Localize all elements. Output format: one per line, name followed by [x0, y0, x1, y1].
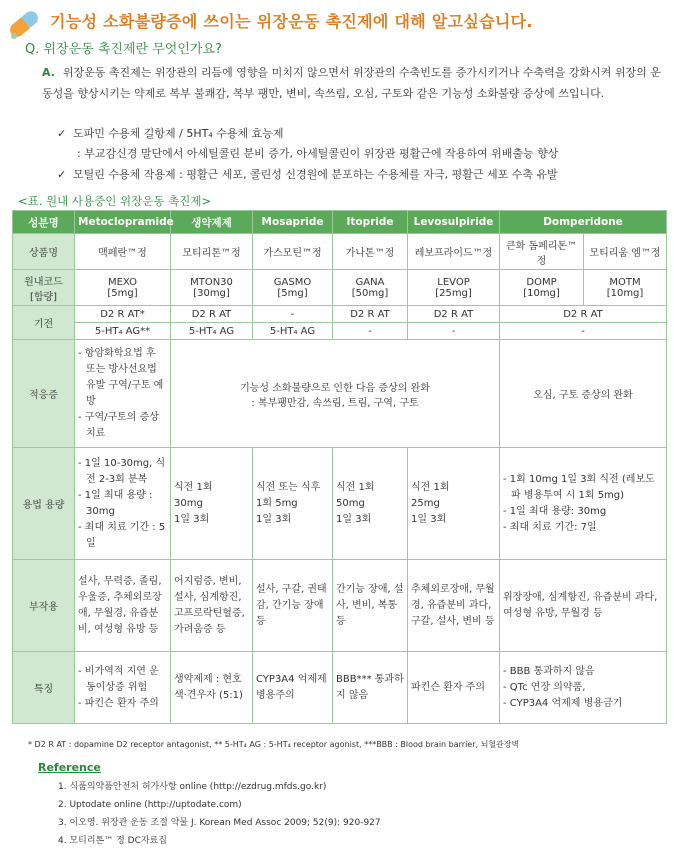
- reference-item: 1. 식품의약품안전처 허가사항 online (http://ezdrug.mfds.go.kr): [58, 782, 327, 792]
- table-cell: 추체외로장애, 무월경, 유즙분비 과다, 구갈, 설사, 변비 등: [408, 560, 500, 652]
- table-cell: MTON30 [30mg]: [171, 270, 253, 306]
- header-cell: Levosulpiride: [408, 211, 500, 234]
- table-cell: - 1일 10-30mg, 식전 2-3회 분복 - 1일 최대 용량 : 30mg - 최대 치료 기간 : 5일: [75, 448, 171, 560]
- table-cell: 5-HT₄ AG: [253, 323, 333, 340]
- answer-text: 위장운동 촉진제는 위장관의 리듬에 영향을 미치지 않으면서 위장관의 수축빈도를 증가시키거나 수축력을 강화시켜 위장의 운동성을 향상시키는 약제로 복부 불쾌감, 복부 팽만, 변비, 속쓰림, 오심, 구토와 같은 기능성 소화불량 증상에 쓰입니다.: [42, 66, 661, 100]
- table-cell: 기능성 소화불량으로 인한 다음 증상의 완화 : 복부팽만감, 속쓰림, 트림, 구역, 구토: [171, 340, 500, 448]
- reference-item: 3. 이오영. 위장관 운동 조절 약물 J. Korean Med Assoc 2009; 52(9): 920-927: [58, 818, 381, 828]
- table-cell: - 항암화학요법 후 또는 방사선요법 유발 구역/구토 예방 - 구역/구토의 증상 치료: [75, 340, 171, 448]
- table-cell: 맥페란™정: [75, 234, 171, 270]
- reference-title: Reference: [38, 761, 101, 774]
- table-cell: 식전 또는 식후 1회 5mg 1일 3회: [253, 448, 333, 560]
- table-cell: 모티리톤™정: [171, 234, 253, 270]
- table-row: [13, 234, 667, 270]
- table-cell: 특징: [13, 652, 75, 724]
- table-cell: LEVOP [25mg]: [408, 270, 500, 306]
- table-cell: 오심, 구토 증상의 완화: [500, 340, 667, 448]
- table-cell: 원내코드 [함량]: [13, 270, 75, 306]
- header-cell: 생약제제: [171, 211, 253, 234]
- table-cell: 설사, 무력증, 졸림, 우울증, 추체외로장애, 무월경, 유즙분비, 여성형 유방 등: [75, 560, 171, 652]
- table-row: [13, 560, 667, 652]
- table-cell: 레보프라이드™정: [408, 234, 500, 270]
- table-cell: GASMO [5mg]: [253, 270, 333, 306]
- answer-marker: A.: [42, 66, 55, 79]
- table-cell: - 비가역적 지연 운동이상증 위험 - 파킨슨 환자 주의: [75, 652, 171, 724]
- table-row: [13, 306, 667, 323]
- check-item: ✓ 도파민 수용체 길항제 / 5HT₄ 수용체 효능제: [57, 127, 284, 140]
- table-cell: D2 R AT: [333, 306, 408, 323]
- table-cell: 위장장애, 심계항진, 유즙분비 과다, 여성형 유방, 무월경 등: [500, 560, 667, 652]
- table-cell: -: [253, 306, 333, 323]
- table-cell: 식전 1회 50mg 1일 3회: [333, 448, 408, 560]
- table-cell: 큰화 돔페리돈™정: [500, 234, 584, 270]
- table-cell: 5-HT₄ AG: [171, 323, 253, 340]
- reference-item: 2. Uptodate online (http://uptodate.com): [58, 800, 242, 810]
- table-cell: - BBB 통과하지 않음 - QTc 연장 의약품, - CYP3A4 억제제 병용금기: [500, 652, 667, 724]
- check-item: ✓ 모틸린 수용체 작용제 : 평활근 세포, 콜린성 신경원에 분포하는 수용체를 자극, 평활근 세포 수축 유발: [57, 168, 558, 181]
- header-cell: Metoclopramide: [75, 211, 171, 234]
- table-row: [13, 652, 667, 724]
- question-heading: Q. 위장운동 촉진제란 무엇인가요?: [25, 42, 222, 57]
- table-row: [13, 448, 667, 560]
- table-cell: 식전 1회 30mg 1일 3회: [171, 448, 253, 560]
- table-footnote: * D2 R AT : dopamine D2 receptor antagonist, ** 5-HT₄ AG : 5-HT₄ receptor agonist, ***BBB : Blood brain barrier, 뇌혈관장벽: [28, 740, 520, 749]
- table-cell: 용법 용량: [13, 448, 75, 560]
- header-cell: 성분명: [13, 211, 75, 234]
- table-cell: -: [333, 323, 408, 340]
- table-cell: DOMP [10mg]: [500, 270, 584, 306]
- check-item-detail: : 부교감신경 말단에서 아세틸콜린 분비 증가, 아세틸콜린이 위장관 평활근에 작용하여 위배출능 향상: [77, 147, 559, 160]
- table-cell: 가스모틴™정: [253, 234, 333, 270]
- table-cell: 부작용: [13, 560, 75, 652]
- table-row: [13, 270, 667, 306]
- page-title: 기능성 소화불량증에 쓰이는 위장운동 촉진제에 대해 알고싶습니다.: [50, 12, 533, 31]
- table-cell: 식전 1회 25mg 1일 3회: [408, 448, 500, 560]
- reference-list: [58, 778, 381, 850]
- table-cell: 간기능 장애, 설사, 변비, 복통 등: [333, 560, 408, 652]
- table-cell: 설사, 구갈, 권태감, 간기능 장애 등: [253, 560, 333, 652]
- table-cell: 기전: [13, 306, 75, 340]
- drug-table: [12, 210, 667, 724]
- table-cell: 어지럼증, 변비, 설사, 심계항진, 고프로락틴혈증, 가려움증 등: [171, 560, 253, 652]
- answer-block: [42, 62, 662, 104]
- table-cell: CYP3A4 억제제 병용주의: [253, 652, 333, 724]
- header-cell: Mosapride: [253, 211, 333, 234]
- table-cell: 가나톤™정: [333, 234, 408, 270]
- table-cell: 상품명: [13, 234, 75, 270]
- header-cell: Itopride: [333, 211, 408, 234]
- table-cell: 모티리움 엠™정: [584, 234, 667, 270]
- table-title: <표. 원내 사용중인 위장운동 촉진제>: [18, 194, 212, 208]
- table-cell: MEXO [5mg]: [75, 270, 171, 306]
- table-cell: 파킨슨 환자 주의: [408, 652, 500, 724]
- table-cell: -: [500, 323, 667, 340]
- table-cell: D2 R AT*: [75, 306, 171, 323]
- table-cell: BBB*** 통과하지 않음: [333, 652, 408, 724]
- table-cell: GANA [50mg]: [333, 270, 408, 306]
- reference-item: 4. 모티리톤™ 정 DC자료집: [58, 836, 167, 846]
- table-cell: 적응증: [13, 340, 75, 448]
- table-cell: MOTM [10mg]: [584, 270, 667, 306]
- header-cell: Domperidone: [500, 211, 667, 234]
- table-cell: D2 R AT: [171, 306, 253, 323]
- table-header-row: [13, 211, 667, 234]
- table-cell: -: [408, 323, 500, 340]
- table-row: [13, 323, 667, 340]
- table-cell: D2 R AT: [500, 306, 667, 323]
- table-cell: 생약제제 : 현호색·견우자 (5:1): [171, 652, 253, 724]
- table-cell: - 1회 10mg 1일 3회 식전 (레보도파 병용투여 시 1회 5mg) - 1일 최대 용량: 30mg - 최대 치료 기간: 7일: [500, 448, 667, 560]
- table-row: [13, 340, 667, 448]
- table-cell: D2 R AT: [408, 306, 500, 323]
- table-cell: 5-HT₄ AG**: [75, 323, 171, 340]
